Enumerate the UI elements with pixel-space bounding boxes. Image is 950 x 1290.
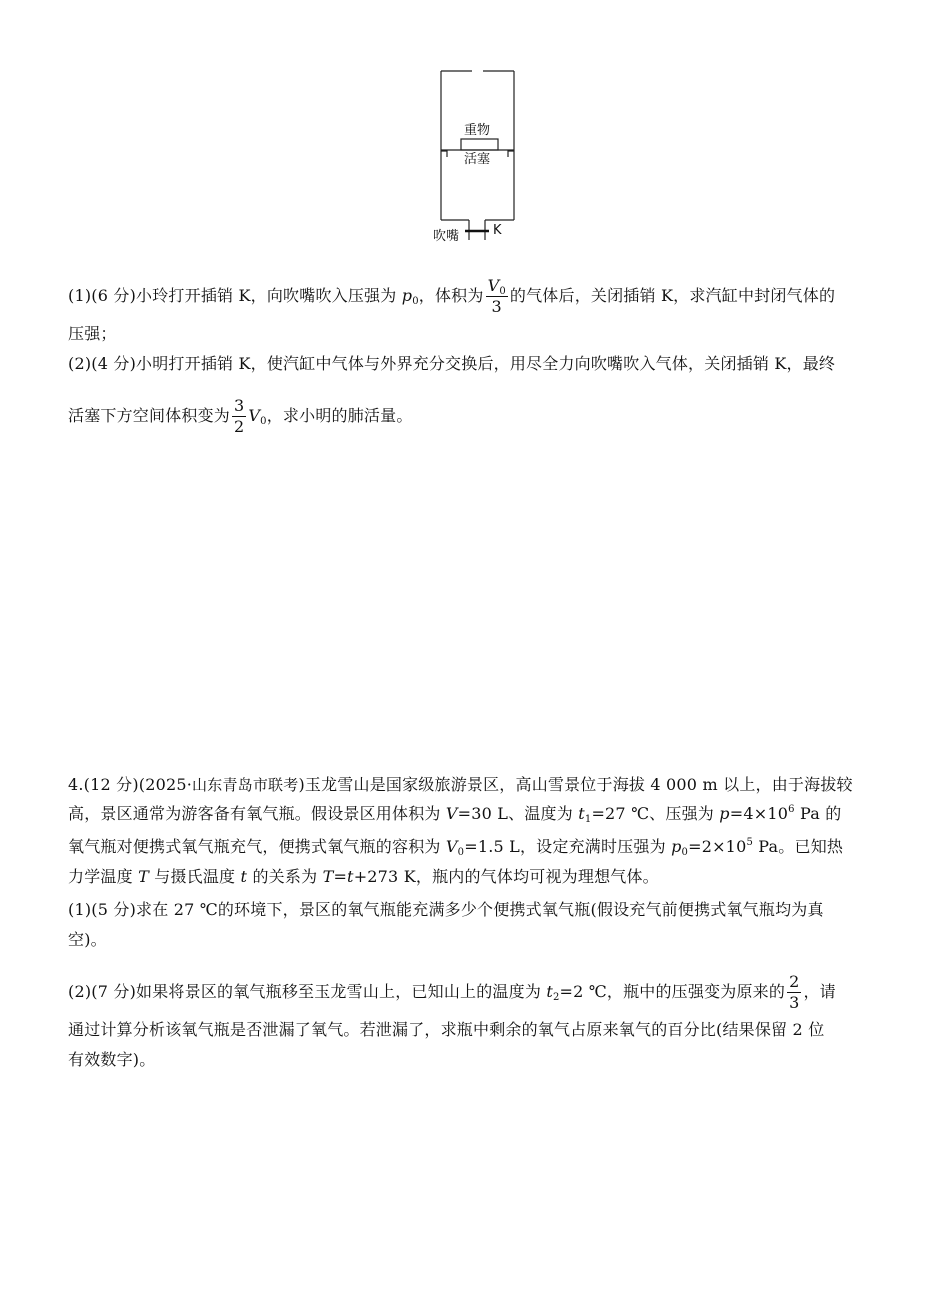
q3-part1-line1 — [68, 278, 888, 315]
text-run: 高，景区通常为游客备有氧气瓶。假设景区用体积为 — [68, 804, 446, 823]
symbol: T — [322, 867, 334, 886]
fraction-numerator: 3 — [234, 396, 245, 415]
q4-line3 — [68, 836, 888, 858]
subscript: 0 — [499, 286, 506, 297]
superscript: 6 — [788, 804, 795, 815]
subscript: 1 — [584, 814, 592, 825]
fraction-denominator: 3 — [789, 993, 800, 1012]
text-run: (1)(6 分)小玲打开插销 K，向吹嘴吹入压强为 — [68, 286, 402, 305]
q4-sub1-line2: 空)。 — [68, 930, 107, 949]
text-run: =2×10 — [688, 837, 747, 856]
text-run: 的关系为 — [247, 867, 323, 886]
text-run: =30 L、温度为 — [457, 804, 579, 823]
symbol: T — [138, 867, 149, 886]
q4-sub2-line1 — [68, 974, 888, 1011]
text-run: =27 ℃、压强为 — [591, 804, 720, 823]
superscript: 5 — [746, 837, 754, 848]
fraction-numerator — [486, 278, 508, 297]
fraction-3-over-2 — [232, 398, 246, 435]
symbol: p — [719, 804, 730, 823]
text-run: ，请 — [803, 982, 836, 1001]
q4-line1 — [68, 774, 888, 796]
subscript: 2 — [552, 992, 560, 1003]
symbol: V — [445, 837, 458, 856]
stopper-left — [441, 151, 447, 157]
text-run: 与摄氏温度 — [148, 867, 241, 886]
text-run: 活塞下方空间体积变为 — [68, 406, 231, 425]
fraction-v0-over-3 — [486, 278, 508, 315]
symbol: p — [401, 286, 413, 305]
text-run: )玉龙雪山是国家级旅游景区，高山雪景位于海拔 4 000 m 以上，由于海拔较 — [298, 775, 853, 794]
text-run: =2 ℃，瓶中的压强变为原来的 — [559, 982, 786, 1001]
q3-part1-line2: 压强； — [68, 324, 117, 343]
cylinder-svg — [425, 62, 535, 254]
text-run: 4.(12 分)(2025· — [68, 775, 193, 794]
symbol: t — [240, 867, 248, 886]
symbol: t — [578, 804, 585, 823]
text-run: =1.5 L，设定充满时压强为 — [464, 837, 672, 856]
cylinder-diagram — [425, 62, 535, 254]
pin-label: K — [493, 223, 502, 238]
symbol: V — [487, 276, 500, 295]
q4-line2 — [68, 803, 888, 825]
q3-part2-line1: (2)(4 分)小明打开插销 K，使汽缸中气体与外界充分交换后，用尽全力向吹嘴吹入气体，关闭插销 K，最终 — [68, 354, 836, 373]
mouthpiece-label: 吹嘴 — [433, 229, 460, 244]
q4-line4 — [68, 866, 888, 888]
weight-block — [461, 139, 498, 150]
stopper-right — [508, 151, 514, 157]
fraction-denominator: 3 — [491, 297, 502, 316]
text-run: Pa 的 — [794, 804, 842, 823]
symbol: V — [445, 804, 458, 823]
piston-label: 活塞 — [464, 152, 491, 167]
text-run: 力学温度 — [68, 867, 139, 886]
symbol: t — [546, 982, 553, 1001]
text-run: = — [333, 867, 348, 886]
fraction-2-over-3 — [787, 974, 801, 1011]
source-label: 山东青岛市联考 — [192, 776, 299, 794]
subscript: 0 — [681, 847, 689, 858]
text-run: =4×10 — [729, 804, 789, 823]
text-run: Pa。已知热 — [753, 837, 844, 856]
symbol: p — [671, 837, 682, 856]
subscript: 0 — [457, 847, 465, 858]
text-run: ，体积为 — [418, 286, 484, 305]
q4-sub2-line3: 有效数字)。 — [68, 1050, 156, 1069]
fraction-denominator: 2 — [234, 417, 245, 436]
text-run: 氧气瓶对便携式氧气瓶充气，便携式氧气瓶的容积为 — [68, 837, 446, 856]
subscript: 0 — [260, 416, 267, 427]
q3-part2-line2 — [68, 398, 888, 435]
symbol: t — [347, 867, 354, 886]
weight-label: 重物 — [464, 123, 491, 138]
q4-sub1-line1: (1)(5 分)求在 27 ℃的环境下，景区的氧气瓶能充满多少个便携式氧气瓶(假设充气前便携式氧气瓶均为真 — [68, 900, 824, 919]
subscript: 0 — [412, 296, 419, 307]
text-run: 的气体后，关闭插销 K，求汽缸中封闭气体的 — [509, 286, 836, 305]
text-run: ，求小明的肺活量。 — [266, 406, 413, 425]
text-run: (2)(7 分)如果将景区的氧气瓶移至玉龙雪山上，已知山上的温度为 — [68, 982, 547, 1001]
symbol: V — [248, 406, 261, 425]
q4-sub2-line2: 通过计算分析该氧气瓶是否泄漏了氧气。若泄漏了，求瓶中剩余的氧气占原来氧气的百分比(结果保留 2 位 — [68, 1020, 825, 1039]
text-run: +273 K，瓶内的气体均可视为理想气体。 — [353, 867, 659, 886]
fraction-numerator: 2 — [789, 972, 800, 991]
